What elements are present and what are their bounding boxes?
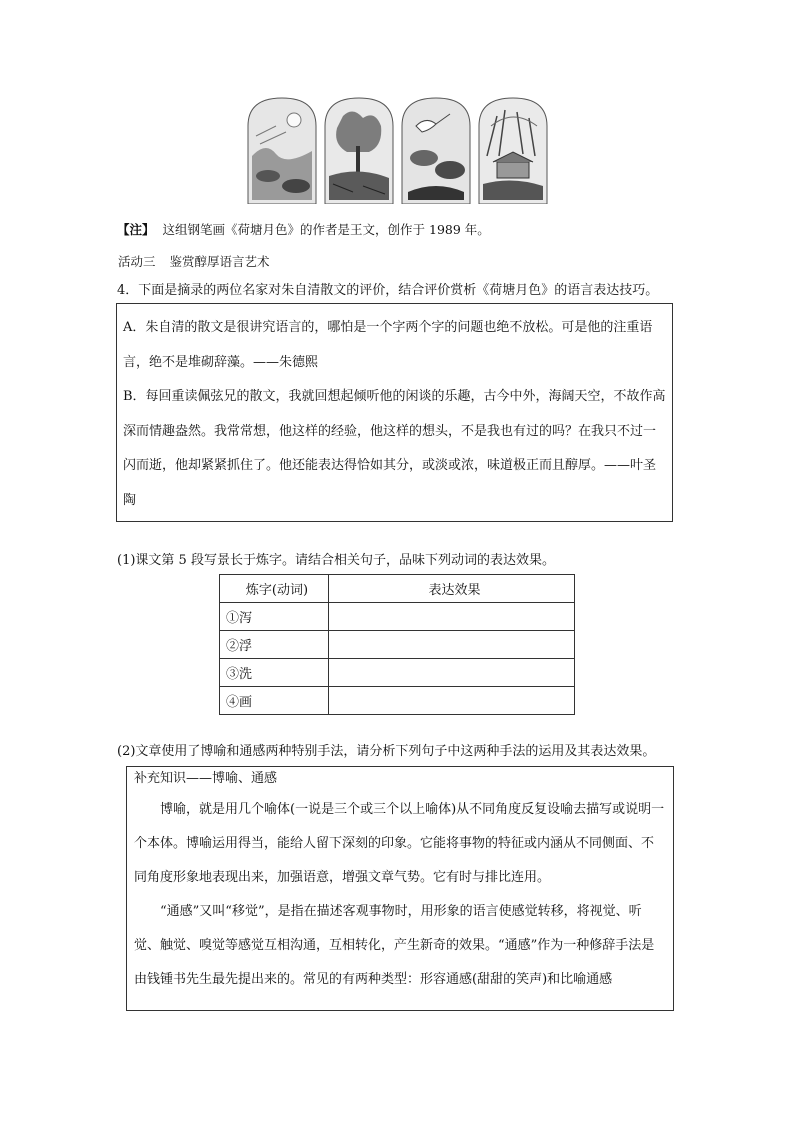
knowledge-box [126,766,674,1011]
quote-b: B．每回重读佩弦兄的散文，我就回想起倾听他的闲谈的乐趣，古今中外，海阔天空，不故作高深而情趣盎然。我常常想，他这样的经验，他这样的想头，不是我也有过的吗？在我只不过一闪而逝，他却紧紧抓住了。他还能表达得恰如其分，或淡或浓，味道极正而且醇厚。——叶圣陶 [123,389,666,508]
table-header-row [220,575,575,603]
illustration-note [117,220,490,238]
table-header-word: 炼字(动词) [220,575,329,603]
sub-question-2: (2)文章使用了博喻和通感两种特别手法，请分析下列句子中这两种手法的运用及其表达效果。 [117,744,656,759]
activity-heading [118,252,270,270]
pen-drawing-illustrations [246,96,550,206]
illustration-panel-4 [477,96,549,204]
quote-a: A．朱自清的散文是很讲究语言的，哪怕是一个字两个字的问题也绝不放松。可是他的注重语言，绝不是堆砌辞藻。——朱德熙 [123,320,653,370]
note-marker: 【注】 [117,222,155,237]
activity-title: 鉴赏醇厚语言艺术 [169,254,270,269]
question-4: 4．下面是摘录的两位名家对朱自清散文的评价，结合评价赏析《荷塘月色》的语言表达技巧。 [117,283,659,298]
table-row [220,687,575,715]
table-row [220,659,575,687]
table-cell-effect[interactable] [329,687,575,715]
illustration-panel-1 [246,96,318,204]
knowledge-paragraph-synesthesia: “通感”又叫“移觉”，是指在描述客观事物时，用形象的语言使感觉转移，将视觉、听觉、触觉、嗅觉等感觉互相沟通，互相转化，产生新奇的效果。“通感”作为一种修辞手法是由钱锺书先生最先提出来的。常见的有两种类型：形容通感(甜甜的笑声)和比喻通感 [134,904,655,987]
quote-box [116,303,673,522]
activity-number: 活动三 [118,254,156,269]
table-row [220,603,575,631]
table-cell-word: ②浮 [220,631,329,659]
sub-question-1: (1)课文第 5 段写景长于炼字。请结合相关句子，品味下列动词的表达效果。 [117,553,555,568]
table-cell-effect[interactable] [329,631,575,659]
illustration-panel-3 [400,96,472,204]
table-row [220,631,575,659]
table-cell-word: ③洗 [220,659,329,687]
knowledge-heading: 补充知识——博喻、通感 [134,771,278,786]
table-cell-word: ④画 [220,687,329,715]
word-effect-table [219,574,575,715]
note-text: 这组钢笔画《荷塘月色》的作者是王文，创作于 1989 年。 [162,222,490,237]
table-header-effect: 表达效果 [329,575,575,603]
table-cell-effect[interactable] [329,659,575,687]
table-cell-word: ①泻 [220,603,329,631]
illustration-panel-2 [323,96,395,204]
table-cell-effect[interactable] [329,603,575,631]
knowledge-paragraph-metaphor: 博喻，就是用几个喻体(一说是三个或三个以上喻体)从不同角度反复设喻去描写或说明一个本体。博喻运用得当，能给人留下深刻的印象。它能将事物的特征或内涵从不同侧面、不同角度形象地表现出来，加强语意，增强文章气势。它有时与排比连用。 [134,802,665,885]
